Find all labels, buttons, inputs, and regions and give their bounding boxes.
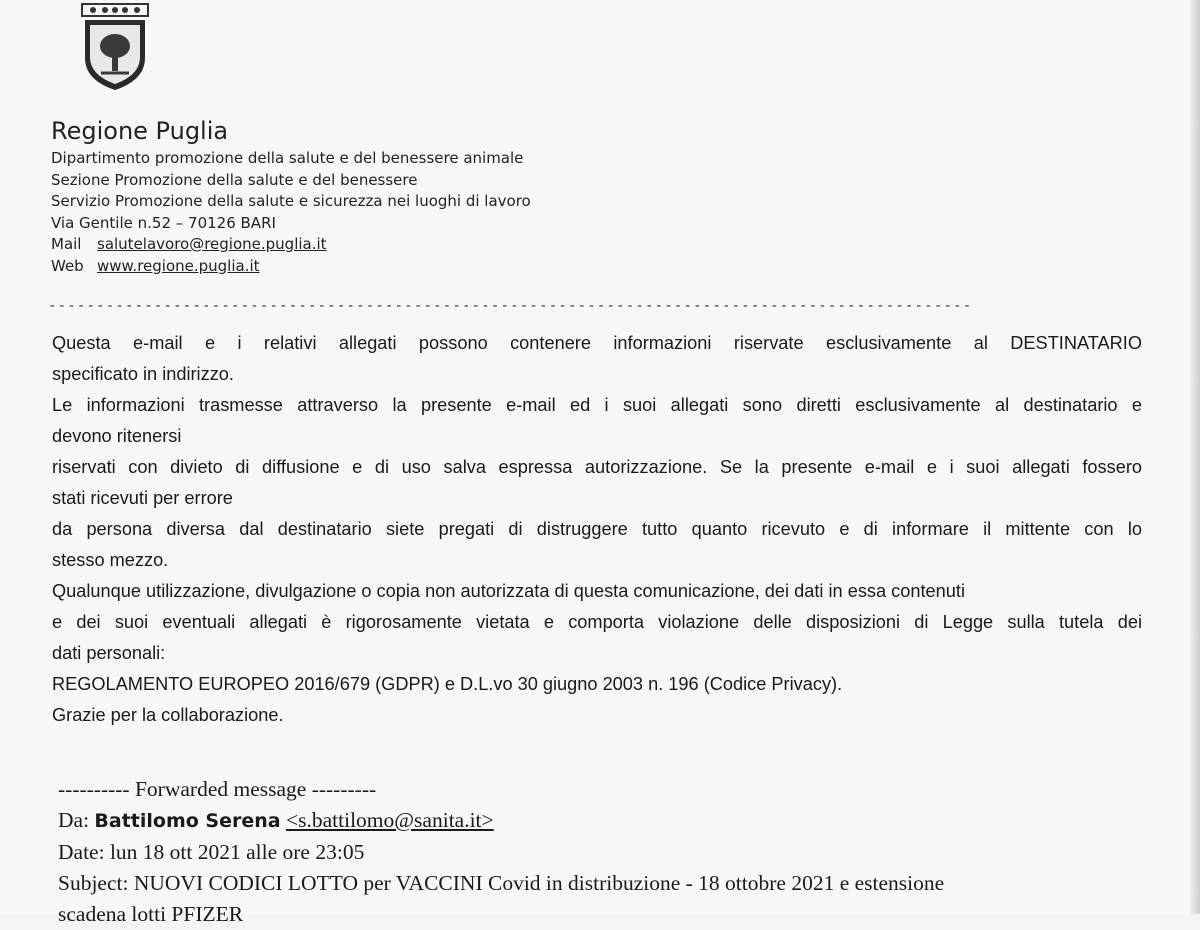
service-line: Servizio Promozione della salute e sicurezza nei luoghi di lavoro — [51, 192, 531, 210]
disclaimer-line: specificato in indirizzo. — [52, 364, 234, 384]
web-line — [51, 256, 531, 278]
page-edge-shadow — [1190, 0, 1200, 914]
dashed-separator: ------------------------------------------------------------------------------------------------ — [48, 298, 973, 314]
regione-puglia-crest-icon — [79, 0, 151, 92]
mail-line — [51, 234, 531, 256]
disclaimer-line: riservati con divieto di diffusione e di uso salva espressa autorizzazione. Se la presente e-mail e i suoi allegati fossero — [52, 457, 1142, 477]
subject-label: Subject: — [58, 871, 129, 895]
disclaimer-line: stesso mezzo. — [52, 550, 169, 570]
department-line: Dipartimento promozione della salute e del benessere animale — [51, 149, 524, 167]
subject-continuation: scadena lotti PFIZER — [58, 902, 244, 926]
address-line: Via Gentile n.52 – 70126 BARI — [51, 213, 276, 232]
disclaimer-line: e dei suoi eventuali allegati è rigorosamente vietata e comporta violazione delle disposizioni di Legge sulla tutela dei — [52, 612, 1142, 632]
disclaimer-line: stati ricevuti per errore — [52, 488, 233, 508]
subject-line — [58, 868, 944, 899]
disclaimer-line: Qualunque utilizzazione, divulgazione o copia non autorizzata di questa comunicazione, dei dati in essa contenuti — [52, 581, 965, 601]
subject-value: NUOVI CODICI LOTTO per VACCINI Covid in distribuzione - 18 ottobre 2021 e estensione — [133, 871, 945, 895]
forwarded-marker: ---------- Forwarded message --------- — [58, 777, 377, 801]
web-link[interactable]: www.regione.puglia.it — [97, 256, 260, 275]
sender-email-link[interactable]: <s.battilomo@sanita.it> — [285, 808, 494, 832]
mail-label: Mail — [51, 235, 82, 253]
disclaimer-line: Le informazioni trasmesse attraverso la presente e-mail ed i suoi allegati sono diretti esclusivamente al destinatario e — [52, 395, 1142, 415]
disclaimer-line: da persona diversa dal destinatario siete pregati di distruggere tutto quanto ricevuto e di informare il mittente con lo — [52, 519, 1142, 539]
disclaimer-line: devono ritenersi — [52, 426, 182, 446]
web-label: Web — [51, 256, 84, 275]
forwarded-message-header — [58, 774, 944, 930]
sender-name: Battilomo Serena — [94, 810, 281, 832]
disclaimer-line: REGOLAMENTO EUROPEO 2016/679 (GDPR) e D.L.vo 30 giugno 2003 n. 196 (Codice Privacy). — [52, 674, 843, 694]
from-label: Da: — [58, 808, 90, 832]
disclaimer-line: Grazie per la collaborazione. — [52, 705, 284, 725]
mail-link[interactable]: salutelavoro@regione.puglia.it — [97, 235, 327, 253]
date-label: Date: — [58, 840, 105, 864]
section-line: Sezione Promozione della salute e del benessere — [51, 170, 418, 189]
disclaimer-line: dati personali: — [52, 643, 166, 663]
from-line — [58, 805, 944, 837]
disclaimer-line: Questa e-mail e i relativi allegati possono contenere informazioni riservate esclusivamente al DESTINATARIO — [52, 333, 1142, 353]
sender-letterhead — [51, 116, 531, 277]
privacy-disclaimer — [52, 328, 1142, 731]
date-value: lun 18 ott 2021 alle ore 23:05 — [109, 840, 365, 864]
organization-name: Regione Puglia — [51, 117, 229, 145]
date-line — [58, 837, 944, 868]
